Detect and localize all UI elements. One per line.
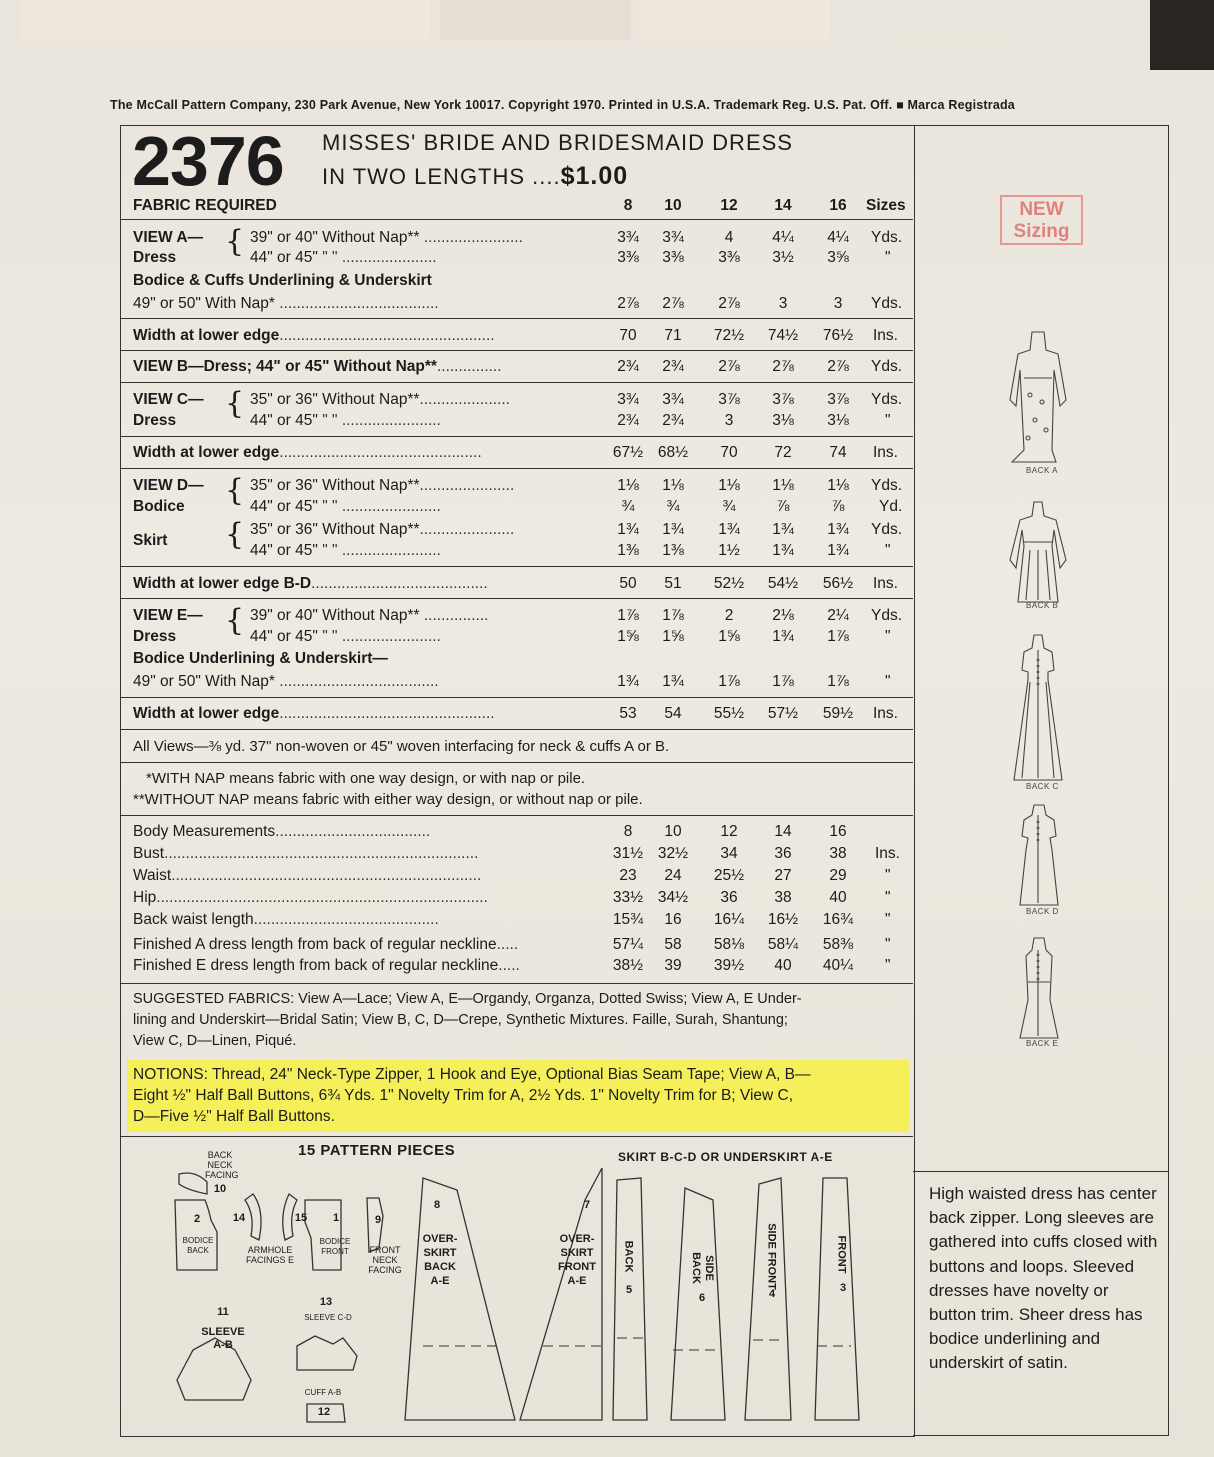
- back-c-label: BACK C: [1026, 782, 1059, 791]
- piece-5-number: 5: [625, 1284, 633, 1296]
- overskirt-back-label: OVER- SKIRT BACK A-E: [422, 1233, 458, 1287]
- view-c-dress-label: Dress: [133, 412, 177, 429]
- view-a-width: Width at lower edge.................................................. 70 71 72½ 74½ 76½ Ins.: [133, 327, 898, 344]
- notions-line-3: D—Five ½" Half Ball Buttons.: [133, 1108, 335, 1125]
- view-a-dress-label: Dress: [133, 249, 177, 266]
- piece-1-number: 1: [332, 1212, 340, 1224]
- overskirt-front-label: OVER- SKIRT FRONT A-E: [558, 1233, 596, 1287]
- view-d-row-4: 44" or 45" " " .......................: [250, 542, 441, 559]
- piece-6-number: 6: [698, 1292, 706, 1304]
- piece-4-number: 4: [768, 1288, 776, 1300]
- envelope-flap-middle: [440, 0, 630, 40]
- body-row-2: Waist........................................................................ 23 24 25½ 27 29 ": [133, 867, 891, 884]
- new-sizing-badge: NEW Sizing: [1000, 195, 1083, 245]
- pattern-piece-outlines: [165, 1160, 865, 1435]
- brace: {: [225, 517, 245, 552]
- back-e-label: BACK E: [1026, 1039, 1059, 1048]
- body-row-4: Back waist length........................................... 15¾ 16 16¼ 16½ 16¾ ": [133, 911, 891, 928]
- body-row-5: Finished A dress length from back of regular neckline..... 57¼ 58 58⅛ 58¼ 58⅜ ": [133, 936, 891, 953]
- view-c-width: Width at lower edge............................................... 67½ 68½ 70 72 74 Ins.: [133, 444, 898, 461]
- sleeve-a-b-label: SLEEVE A-B: [201, 1326, 245, 1351]
- suggested-fabrics-3: View C, D—Linen, Piqué.: [133, 1033, 297, 1049]
- view-a-label: VIEW A—: [133, 229, 204, 246]
- rule: [121, 382, 913, 383]
- notions-line-2: Eight ½" Half Ball Buttons, 6¾ Yds. 1" Novelty Trim for A, 2½ Yds. 1" Novelty Trim for B; View C,: [133, 1087, 794, 1104]
- rule: [121, 815, 913, 816]
- side-front-label: SIDE FRONT: [765, 1223, 778, 1290]
- suggested-fabrics-2: lining and Underskirt—Bridal Satin; View B, C, D—Crepe, Synthetic Mixtures. Faille, Surah, Shantung;: [133, 1012, 788, 1028]
- side-back-label: SIDE BACK: [690, 1252, 715, 1284]
- rule: [121, 436, 913, 437]
- sleeve-c-d-label: SLEEVE C-D: [304, 1313, 352, 1322]
- notions-line-1: NOTIONS: Thread, 24" Neck-Type Zipper, 1 Hook and Eye, Optional Bias Seam Tape; View A, B—: [133, 1066, 811, 1083]
- view-b-row: VIEW B—Dress; 44" or 45" Without Nap**............... 2¾ 2¾ 2⅞ 2⅞ 2⅞ Yds.: [133, 358, 903, 375]
- view-d-row-3: 35" or 36" Without Nap**......................: [250, 521, 515, 538]
- brace: {: [225, 603, 245, 638]
- view-c-row-1: 35" or 36" Without Nap**.....................: [250, 391, 510, 408]
- view-e-row-2: 44" or 45" " " .......................: [250, 628, 441, 645]
- dark-corner: [1150, 0, 1214, 70]
- piece-13-number: 13: [319, 1296, 333, 1308]
- piece-2-number: 2: [193, 1213, 201, 1225]
- view-d-row-1: 35" or 36" Without Nap**......................: [250, 477, 515, 494]
- piece-8-number: 8: [433, 1199, 441, 1211]
- price: $1.00: [560, 162, 629, 190]
- suggested-fabrics-1: SUGGESTED FABRICS: View A—Lace; View A, E—Organdy, Organza, Dotted Swiss; View A, E Under-: [133, 991, 802, 1007]
- piece-11-number: 11: [217, 1306, 229, 1318]
- view-e-underlining-label: Bodice Underlining & Underskirt—: [133, 650, 388, 667]
- piece-15-number: 15: [294, 1212, 308, 1224]
- with-nap-note: *WITH NAP means fabric with one way design, or with nap or pile.: [146, 770, 586, 787]
- body-row-0: Body Measurements.................................... 8 10 12 14 16: [133, 823, 847, 840]
- view-c-row-2: 44" or 45" " " .......................: [250, 412, 441, 429]
- piece-10-number: 10: [213, 1183, 227, 1195]
- view-d-skirt-label: Skirt: [133, 532, 168, 549]
- piece-12-number: 12: [317, 1406, 331, 1418]
- rule: [121, 219, 913, 220]
- envelope-flap-right: [640, 0, 830, 40]
- view-d-bodice-label: Bodice: [133, 498, 185, 515]
- view-d-width: Width at lower edge B-D......................................... 50 51 52½ 54½ 56½ Ins.: [133, 575, 898, 592]
- armhole-facings-label: ARMHOLE FACINGS E: [245, 1245, 294, 1265]
- view-d-row-2: 44" or 45" " " .......................: [250, 498, 441, 515]
- view-a-underlining-label: Bodice & Cuffs Underlining & Underskirt: [133, 272, 432, 289]
- rule: [121, 697, 913, 698]
- fabric-header: FABRIC REQUIRED 8 10 12 14 16 Sizes: [133, 197, 277, 219]
- brace: {: [225, 473, 245, 508]
- dress-description: High waisted dress has center back zipper. Long sleeves are gathered into cuffs closed with buttons and loops. Sleeved dresses have novelty or button trim. Sheer dress has bodice underlining and underskirt of satin.: [929, 1184, 1158, 1373]
- brace: {: [225, 386, 245, 421]
- back-a-label: BACK A: [1026, 466, 1058, 475]
- bodice-back-label: BODICE BACK: [182, 1236, 214, 1255]
- body-row-3: Hip............................................................................. 33½ 34½ 36 38 40 ": [133, 889, 891, 906]
- body-row-1: Bust......................................................................... 31½ 32½ 34 36 38 Ins.: [133, 845, 900, 862]
- piece-14-number: 14: [232, 1212, 246, 1224]
- view-d-label: VIEW D—: [133, 477, 204, 494]
- publisher-line: The McCall Pattern Company, 230 Park Avenue, New York 10017. Copyright 1970. Printed in U.S.A. Trademark Reg. U.S. Pat. Off. ■ Marca Registrada: [110, 98, 1015, 112]
- view-e-row-4: 49" or 50" With Nap* ..................................... 1¾ 1¾ 1⅞ 1⅞ 1⅞ ": [133, 673, 891, 690]
- back-d-label: BACK D: [1026, 907, 1059, 916]
- front-piece-label: FRONT: [835, 1235, 848, 1274]
- envelope-flap-left: [20, 0, 430, 40]
- without-nap-note: **WITHOUT NAP means fabric with either way design, or without nap or pile.: [133, 791, 643, 808]
- view-a-row-2: 44" or 45" " " ......................: [250, 249, 437, 266]
- bodice-front-label: BODICE FRONT: [319, 1237, 351, 1256]
- view-e-label: VIEW E—: [133, 607, 203, 624]
- pattern-pieces-title: 15 PATTERN PIECES: [298, 1142, 456, 1159]
- all-views-note: All Views—⅜ yd. 37" non-woven or 45" woven interfacing for neck & cuffs A or B.: [133, 738, 670, 755]
- back-piece-label: BACK: [622, 1240, 635, 1273]
- cuff-label: CUFF A-B: [304, 1388, 342, 1397]
- pattern-subtitle: IN TWO LENGTHS ....$1.00: [322, 162, 629, 190]
- view-c-label: VIEW C—: [133, 391, 204, 408]
- view-a-row-1: 39" or 40" Without Nap** .......................: [250, 229, 523, 246]
- skirt-title: SKIRT B-C-D OR UNDERSKIRT A-E: [618, 1150, 833, 1164]
- view-e-row-1: 39" or 40" Without Nap** ...............: [250, 607, 489, 624]
- rule: [121, 1136, 913, 1137]
- rule: [121, 983, 913, 984]
- front-neck-facing-label: FRONT NECK FACING: [368, 1245, 402, 1275]
- size-columns: 8 10 12 14 16 Sizes: [623, 197, 906, 214]
- rule: [121, 350, 913, 351]
- back-b-label: BACK B: [1026, 601, 1059, 610]
- view-a-row-4: 49" or 50" With Nap* ..................................... 2⅞ 2⅞ 2⅞ 3 3 Yds.: [133, 295, 903, 312]
- rule: [121, 729, 913, 730]
- body-row-6: Finished E dress length from back of regular neckline..... 38½ 39 39½ 40 40¼ ": [133, 957, 891, 974]
- view-e-width: Width at lower edge.................................................. 53 54 55½ 57½ 59½ Ins.: [133, 705, 898, 722]
- piece-9-number: 9: [374, 1214, 382, 1226]
- back-view-sketches: [980, 310, 1100, 1110]
- rule: [121, 566, 913, 567]
- piece-3-number: 3: [839, 1282, 847, 1294]
- back-neck-facing-label: BACK NECK FACING: [205, 1150, 239, 1180]
- pattern-number: 2376: [132, 122, 284, 200]
- rule: [121, 468, 913, 469]
- rule: [121, 762, 913, 763]
- piece-7-number: 7: [583, 1199, 591, 1211]
- rule: [121, 598, 913, 599]
- rule: [121, 318, 913, 319]
- brace: {: [225, 224, 245, 259]
- view-e-dress-label: Dress: [133, 628, 177, 645]
- pattern-title: MISSES' BRIDE AND BRIDESMAID DRESS: [322, 130, 793, 155]
